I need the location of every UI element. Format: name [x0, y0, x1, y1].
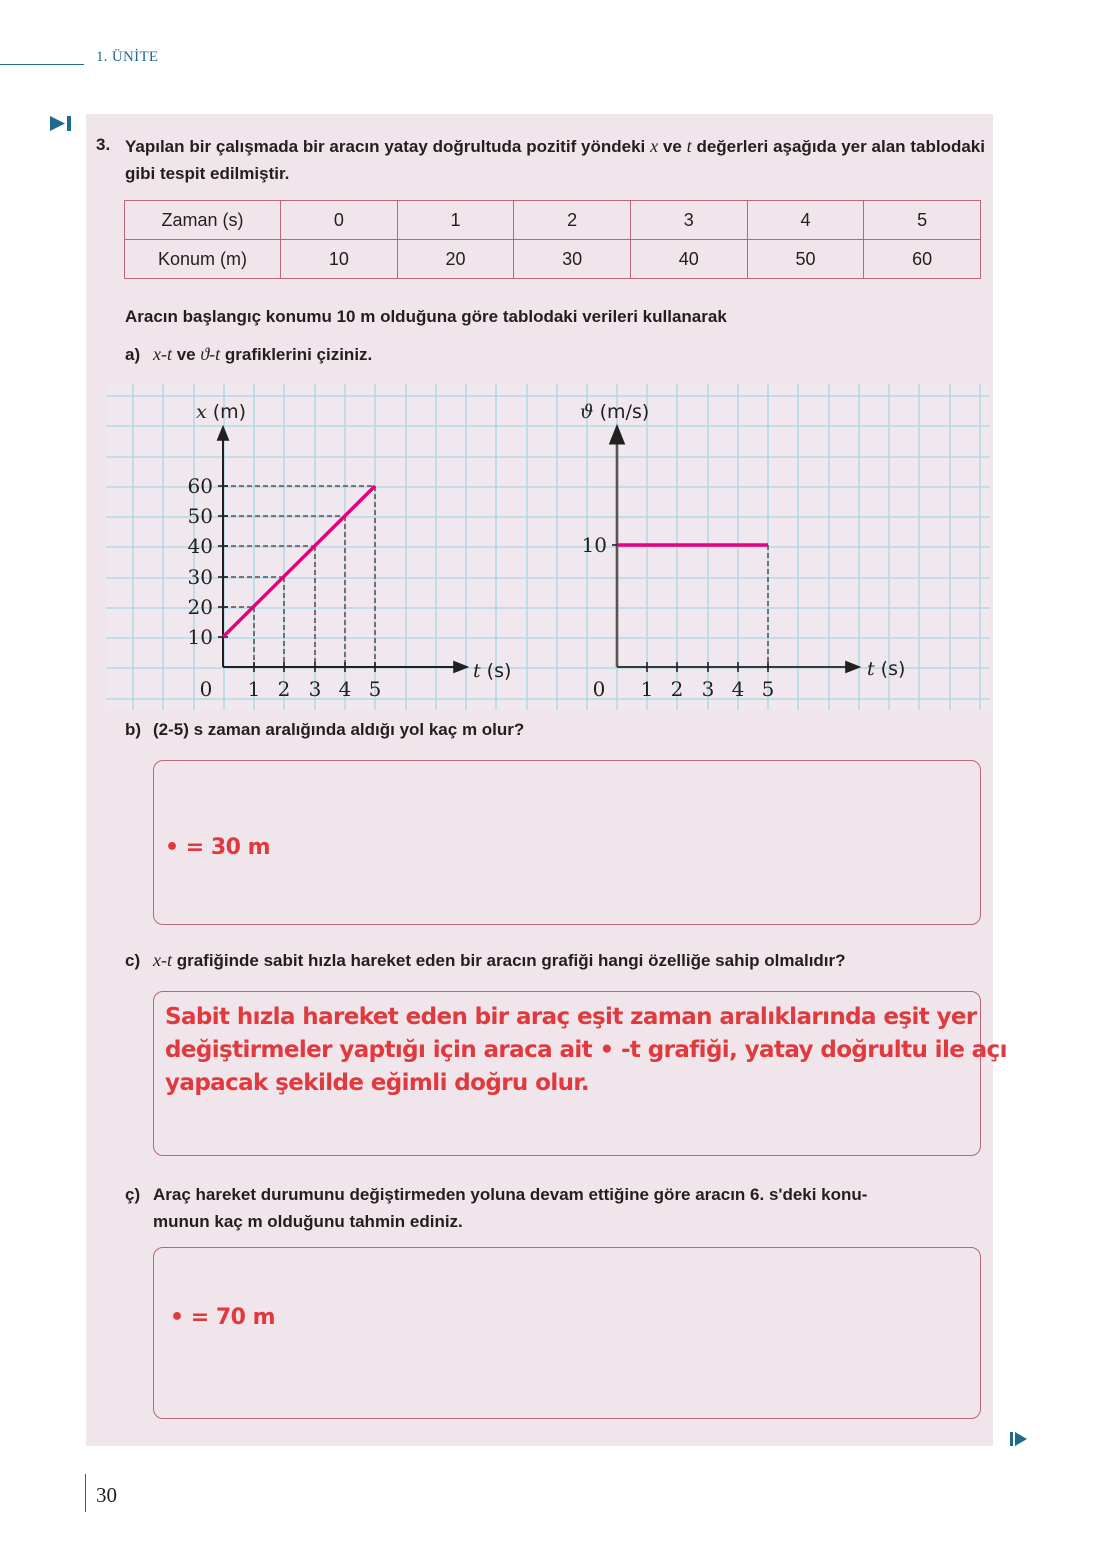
table-cell: 10 [281, 240, 398, 279]
end-marker-icon [1010, 1432, 1028, 1446]
data-table [124, 200, 981, 279]
svg-text:5: 5 [368, 677, 382, 701]
part-b-prompt: b) (2-5) s zaman aralığında aldığı yol kaç m olur? [125, 720, 525, 739]
svg-text:4: 4 [731, 677, 745, 701]
table-cell: 20 [397, 240, 514, 279]
header-rule [0, 64, 84, 65]
answer-b: • = 30 m [165, 835, 271, 860]
svg-text:20: 20 [187, 595, 213, 619]
svg-text:10: 10 [581, 533, 607, 557]
svg-text:t (s): t (s) [867, 658, 906, 680]
svg-text:x (m): x (m) [196, 401, 247, 423]
page-number: 30 [96, 1483, 117, 1507]
answer-c-line: yapacak şekilde eğimli doğru olur. [165, 1070, 589, 1096]
part-cc-prompt: ç) Araç hareket durumunu değiştirmeden yoluna devam ettiğine göre aracın 6. s'deki konu- munun kaç m olduğunu tahmin ediniz. [125, 1185, 868, 1231]
answer-box-cc[interactable] [153, 1247, 981, 1419]
svg-text:0: 0 [199, 677, 213, 701]
intro-text: Aracın başlangıç konumu 10 m olduğuna göre tablodaki verileri kullanarak [125, 307, 727, 326]
graph-area [106, 384, 990, 710]
svg-text:0: 0 [592, 677, 606, 701]
table-cell: 5 [864, 201, 981, 240]
svg-text:60: 60 [187, 474, 213, 498]
svg-text:4: 4 [338, 677, 352, 701]
table-cell: 60 [864, 240, 981, 279]
table-cell: 30 [514, 240, 631, 279]
svg-text:1: 1 [247, 677, 261, 701]
question-number: 3. [96, 135, 111, 154]
part-c-prompt: c) x-t grafiğinde sabit hızla hareket eden bir aracın grafiği hangi özelliğe sahip olmalıdır? [125, 950, 846, 970]
answer-c-line: değiştirmeler yaptığı için araca ait • -t grafiği, yatay doğrultu ile açı [165, 1037, 1007, 1063]
table-cell: 1 [397, 201, 514, 240]
start-marker-icon [50, 115, 72, 132]
answer-c [165, 1001, 1007, 1100]
svg-text:1: 1 [640, 677, 654, 701]
table-cell: 50 [747, 240, 864, 279]
footer-rule [85, 1474, 86, 1512]
svg-text:3: 3 [308, 677, 322, 701]
table-row-time [125, 201, 981, 240]
table-header-cell: Zaman (s) [125, 201, 281, 240]
svg-text:t (s): t (s) [473, 660, 512, 682]
svg-text:40: 40 [187, 534, 213, 558]
answer-cc: • = 70 m [170, 1305, 276, 1330]
svg-text:ϑ (m/s): ϑ (m/s) [580, 401, 650, 423]
table-cell: 2 [514, 201, 631, 240]
table-header-cell: Konum (m) [125, 240, 281, 279]
table-row-position [125, 240, 981, 279]
svg-text:50: 50 [187, 504, 213, 528]
answer-c-line: Sabit hızla hareket eden bir araç eşit zaman aralıklarında eşit yer [165, 1004, 977, 1030]
table-cell: 4 [747, 201, 864, 240]
svg-text:2: 2 [670, 677, 684, 701]
table-cell: 0 [281, 201, 398, 240]
table-cell: 3 [630, 201, 747, 240]
table-cell: 40 [630, 240, 747, 279]
unit-label: 1. ÜNİTE [96, 49, 159, 65]
svg-text:2: 2 [277, 677, 291, 701]
part-a-prompt: a) x-t ve ϑ-t grafiklerini çiziniz. [125, 344, 373, 364]
question-text: Yapılan bir çalışmada bir aracın yatay doğrultuda pozitif yöndeki x ve t değerleri aşağıda yer alan tablodaki gibi tespit edilmiştir. [125, 136, 985, 183]
svg-text:30: 30 [187, 565, 213, 589]
svg-text:3: 3 [701, 677, 715, 701]
svg-text:10: 10 [187, 625, 213, 649]
answer-box-b[interactable] [153, 760, 981, 925]
svg-text:5: 5 [761, 677, 775, 701]
